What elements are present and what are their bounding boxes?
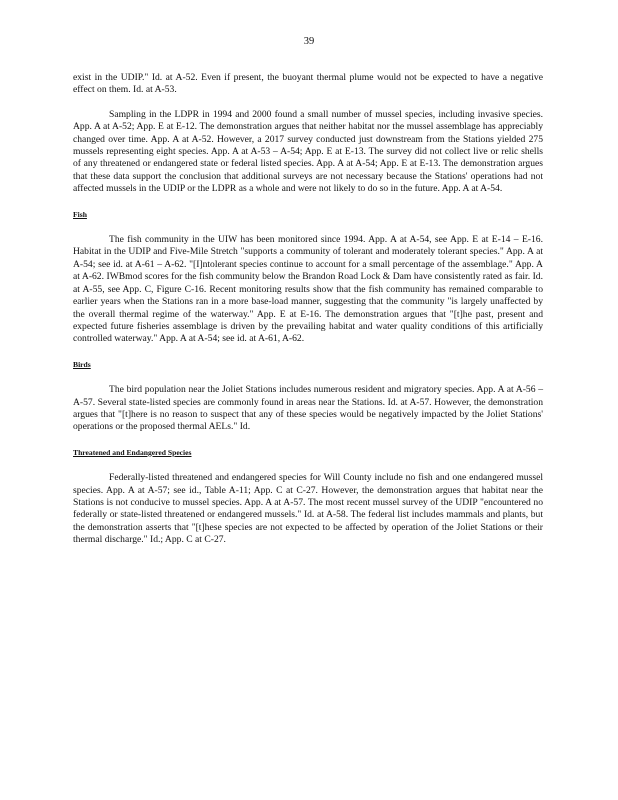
heading-fish: Fish: [73, 209, 87, 219]
paragraph-threatened-endangered: Federally-listed threatened and endangered species for Will County include no fish and one endangered mussel species. App. A at A-57; see id., Table A-11; App. C at C-27. However, the demonstration argues that habitat near the Stations is not conducive to mussel species. App. A at A-57. The most recent mussel survey of the UDIP "encountered no federally or state-listed threatened or endangered mussels." Id. at A-58. The federal list includes mammals and plants, but the demonstration asserts that "[t]hese species are not expected to be affected by operation of the Joliet Stations or their thermal discharge." Id.; App. C at C-27.: [73, 472, 543, 546]
paragraph-mussel-sampling: Sampling in the LDPR in 1994 and 2000 found a small number of mussel species, including invasive species. App. A at A-52; App. E at E-12. The demonstration argues that neither habitat nor the mussel assemblage has appreciably changed over time. App. A at A-52. However, a 2017 survey conducted just downstream from the Stations yielded 275 mussels representing eight species. App. A at A-53 – A-54; App. E at E-13. The survey did not collect live or relic shells of any threatened or endangered state or federal listed species. App. A at A-54; App. E at E-13. The demonstration argues that these data support the conclusion that additional surveys are not necessary because the Stations' operations had not affected mussels in the UDIP or the LDPR as a whole and were not likely to do so in the future. App. A at A-54.: [73, 108, 543, 195]
page-body: [73, 72, 543, 547]
heading-threatened-endangered: Threatened and Endangered Species: [73, 447, 192, 457]
paragraph-fish-community: The fish community in the UIW has been monitored since 1994. App. A at A-54, see App. E at E-14 – E-16. Habitat in the UDIP and Five-Mile Stretch "supports a community of tolerant and moderately tolerant species." App. A at A-54; see id. at A-61 – A-62. "[I]ntolerant species continue to account for a small percentage of the assemblage." App. A at A-62. IWBmod scores for the fish community below the Brandon Road Lock & Dam have consistently rated as fair. Id. at A-55, see App. C, Figure C-16. Recent monitoring results show that the fish community has remained comparable to earlier years when the Stations ran in a more base-load manner, suggesting that the community "is largely unaffected by the overall thermal regime of the waterway." App. E at E-16. The demonstration argues that "[t]he past, present and expected future fisheries assemblage is driven by the prevailing habitat and water quality conditions of this artificially controlled waterway." App. A at A-54; see id. at A-61, A-62.: [73, 234, 543, 345]
page-number: 39: [303, 36, 315, 47]
paragraph-mussels-continued: exist in the UDIP." Id. at A-52. Even if present, the buoyant thermal plume would not be expected to have a negative effect on them. Id. at A-53.: [73, 72, 543, 96]
paragraph-bird-population: The bird population near the Joliet Stations includes numerous resident and migratory species. App. A at A-56 – A-57. Several state-listed species are commonly found in areas near the Stations. Id. at A-57. However, the demonstration argues that "[t]here is no reason to suspect that any of these species would be negatively impacted by the Joliet Stations' operations or the proposed thermal AELs." Id.: [73, 384, 543, 433]
heading-birds: Birds: [73, 359, 91, 369]
